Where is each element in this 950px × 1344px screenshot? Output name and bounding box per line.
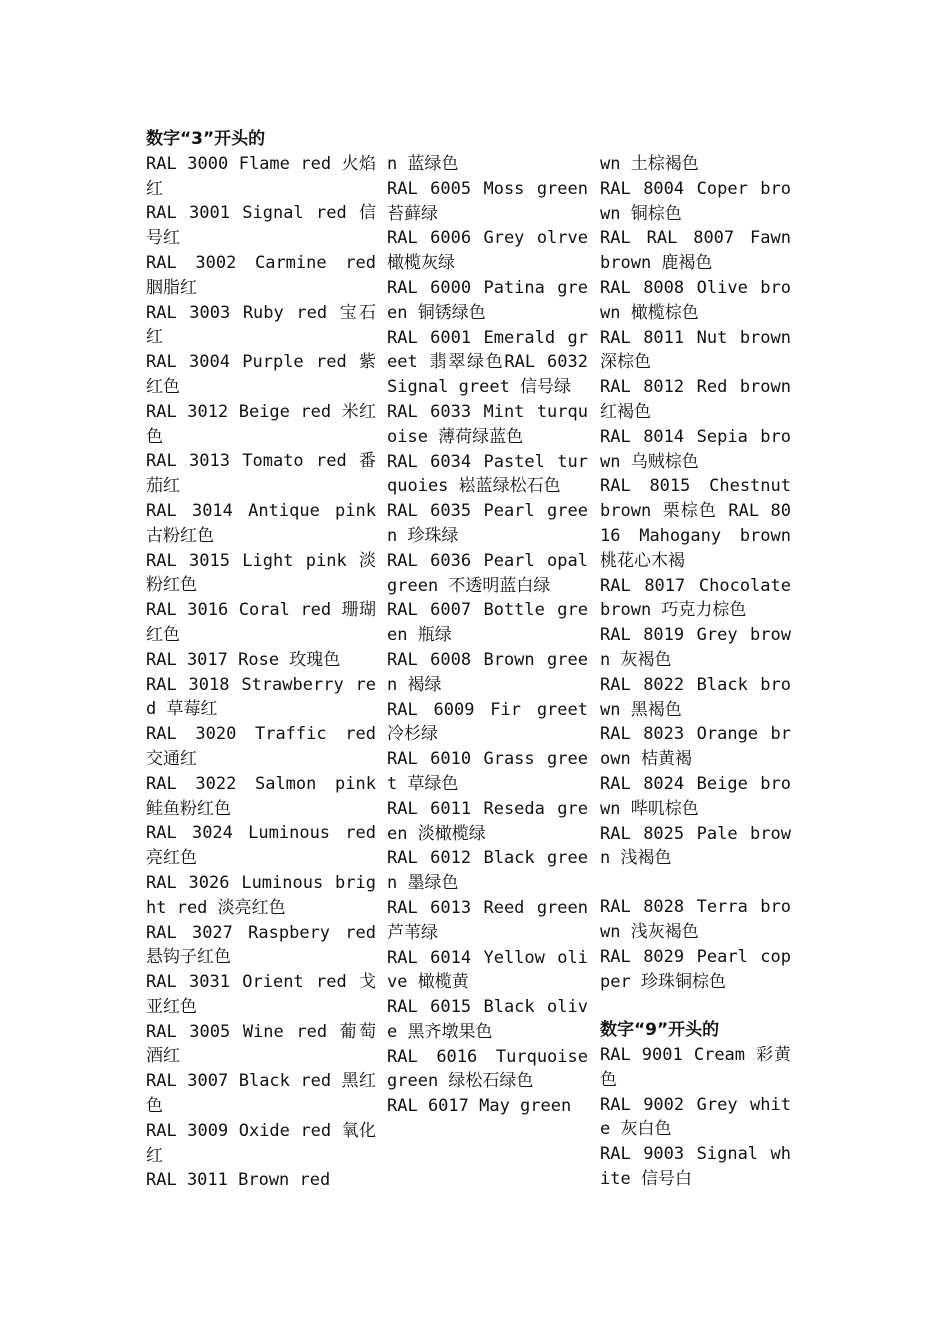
color-entry: RAL 8025 Pale brown 浅褐色 bbox=[600, 823, 791, 869]
color-entry: RAL 3000 Flame red 火焰红 bbox=[146, 153, 376, 199]
color-entry: RAL 8012 Red brown 红褐色 bbox=[600, 377, 791, 422]
color-entry: RAL 3002 Carmine red 胭脂红 bbox=[146, 252, 376, 298]
color-entry: RAL 8004 Coper brown 铜棕色 bbox=[600, 178, 791, 224]
color-entry: RAL 6034 Pastel turquoies 崧蓝绿松石色 bbox=[387, 451, 588, 497]
color-entry: RAL 6006 Grey olrve 橄榄灰绿 bbox=[387, 228, 588, 274]
color-entry: RAL 6016 Turquoise green 绿松石绿色 bbox=[387, 1046, 588, 1092]
color-entry: RAL 3017 Rose 玫瑰色 bbox=[146, 649, 341, 670]
color-entry: RAL 3014 Antique pink 古粉红色 bbox=[146, 500, 376, 546]
color-entry: RAL 6012 Black green 墨绿色 bbox=[387, 848, 588, 894]
color-entry: n 蓝绿色 bbox=[387, 154, 459, 174]
color-entry: RAL 3016 Coral red 珊瑚红色 bbox=[146, 600, 376, 645]
color-entry: RAL 8015 Chestnut brown 栗棕色 RAL 8016 Mahogany brown 桃花心木褐 bbox=[600, 476, 791, 571]
color-entry: RAL 6017 May green bbox=[387, 1096, 572, 1117]
color-entry: RAL 8022 Black brown 黑褐色 bbox=[600, 674, 791, 720]
column-3 bbox=[600, 152, 791, 1192]
color-entry: RAL 9001 Cream 彩黄色 bbox=[600, 1045, 791, 1090]
color-entry: RAL RAL 8007 Fawn brown 鹿褐色 bbox=[600, 228, 791, 274]
color-entry: RAL 6001 Emerald greet 翡翠绿色RAL 6032 Signal greet 信号绿 bbox=[387, 327, 588, 398]
color-entry: RAL 3009 Oxide red 氧化红 bbox=[146, 1120, 376, 1166]
color-entry: RAL 6011 Reseda green 淡橄榄绿 bbox=[387, 798, 588, 844]
color-entry: RAL 6007 Bottle green 瓶绿 bbox=[387, 600, 588, 646]
color-entry: RAL 3012 Beige red 米红色 bbox=[146, 401, 376, 447]
color-entry: RAL 6010 Grass greet 草绿色 bbox=[387, 749, 588, 794]
color-entry: RAL 3015 Light pink 淡粉红色 bbox=[146, 550, 376, 596]
color-entry: RAL 6009 Fir greet 冷杉绿 bbox=[387, 699, 588, 745]
color-entry: RAL 3004 Purple red 紫红色 bbox=[146, 352, 376, 397]
color-entry: RAL 3013 Tomato red 番茄红 bbox=[146, 451, 376, 497]
section-heading-9: 数字“9”开头的 bbox=[600, 1020, 720, 1041]
color-entry: RAL 3003 Ruby red 宝石红 bbox=[146, 302, 376, 348]
color-entry: RAL 8017 Chocolate brown 巧克力棕色 bbox=[600, 575, 791, 621]
color-entry: RAL 8028 Terra brown 浅灰褐色 bbox=[600, 897, 791, 942]
color-entry: wn 土棕褐色 bbox=[600, 154, 699, 174]
color-entry: RAL 8024 Beige brown 哔叽棕色 bbox=[600, 773, 791, 819]
color-entry: RAL 6008 Brown green 褐绿 bbox=[387, 649, 588, 695]
color-entry: RAL 6036 Pearl opal green 不透明蓝白绿 bbox=[387, 550, 588, 596]
color-entry: RAL 3001 Signal red 信号红 bbox=[146, 203, 376, 249]
color-entry: RAL 8019 Grey brown 灰褐色 bbox=[600, 625, 791, 670]
color-entry: RAL 3026 Luminous bright red 淡亮红色 bbox=[146, 872, 376, 918]
color-entry: RAL 6014 Yellow olive 橄榄黄 bbox=[387, 947, 588, 993]
color-entry: RAL 6013 Reed green 芦苇绿 bbox=[387, 897, 588, 943]
color-entry: RAL 6033 Mint turquoise 薄荷绿蓝色 bbox=[387, 401, 588, 447]
color-entry: RAL 9003 Signal white 信号白 bbox=[600, 1144, 791, 1190]
color-entry: RAL 8023 Orange brown 桔黄褐 bbox=[600, 724, 791, 770]
color-entry: RAL 8011 Nut brown 深棕色 bbox=[600, 327, 791, 373]
color-entry: RAL 6000 Patina green 铜锈绿色 bbox=[387, 277, 588, 323]
color-entry: RAL 6005 Moss green 苔藓绿 bbox=[387, 178, 588, 224]
blank-line bbox=[600, 994, 791, 1018]
color-entry: RAL 8008 Olive brown 橄榄棕色 bbox=[600, 277, 791, 323]
color-entry: RAL 3011 Brown red bbox=[146, 1170, 331, 1191]
color-entry: RAL 8029 Pearl copper 珍珠铜棕色 bbox=[600, 946, 791, 992]
color-entry: RAL 3007 Black red 黑红色 bbox=[146, 1071, 376, 1117]
color-entry: RAL 3018 Strawberry red 草莓红 bbox=[146, 674, 376, 720]
color-entry: RAL 6035 Pearl green 珍珠绿 bbox=[387, 501, 588, 546]
color-entry: RAL 3027 Raspbery red 悬钩子红色 bbox=[146, 922, 376, 968]
color-entry: RAL 3022 Salmon pink 鲑鱼粉红色 bbox=[146, 773, 376, 819]
blank-line bbox=[600, 871, 791, 895]
color-entry: RAL 3005 Wine red 葡萄酒红 bbox=[146, 1021, 376, 1067]
color-entry: RAL 6015 Black olive 黑齐墩果色 bbox=[387, 997, 588, 1042]
column-1 bbox=[146, 127, 376, 1193]
color-entry: RAL 3031 Orient red 戈亚红色 bbox=[146, 972, 376, 1017]
color-entry: RAL 3020 Traffic red 交通红 bbox=[146, 724, 376, 769]
color-entry: RAL 8014 Sepia brown 乌贼棕色 bbox=[600, 426, 791, 472]
color-entry: RAL 9002 Grey white 灰白色 bbox=[600, 1094, 791, 1140]
column-2 bbox=[387, 152, 588, 1119]
color-entry: RAL 3024 Luminous red 亮红色 bbox=[146, 823, 376, 869]
section-heading-3: 数字“3”开头的 bbox=[146, 129, 266, 149]
